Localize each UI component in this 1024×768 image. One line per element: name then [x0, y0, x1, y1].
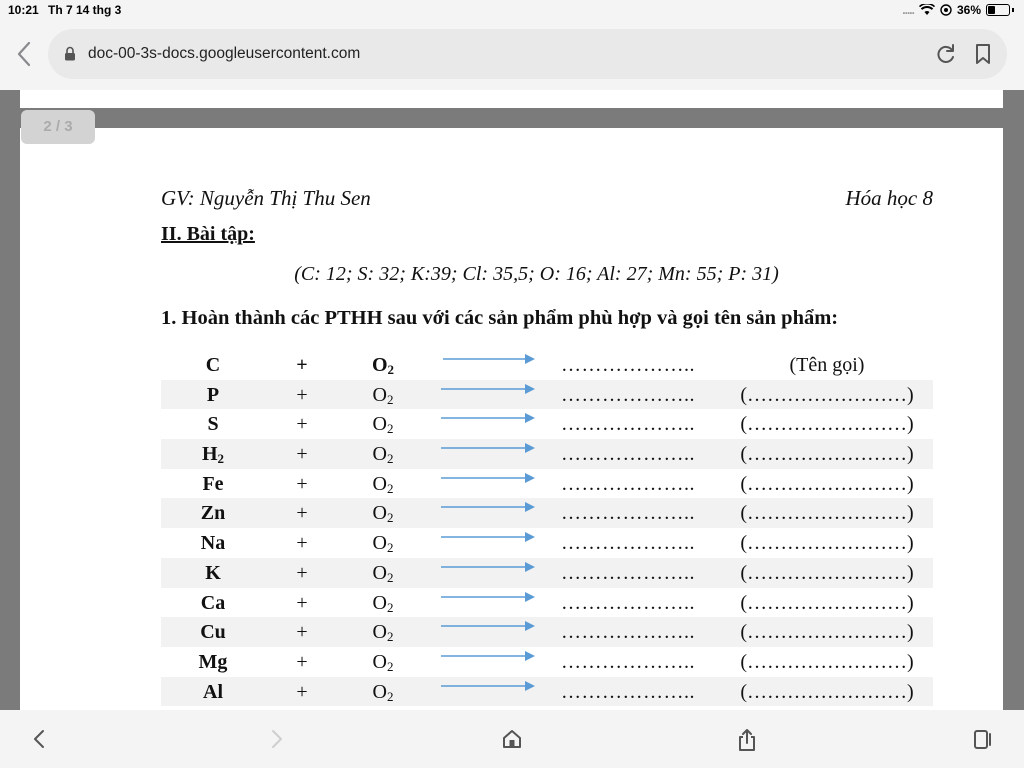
product-name-blank: (……………………): [740, 472, 914, 495]
reaction-row: [161, 677, 933, 707]
plus-sign: +: [296, 472, 308, 495]
reaction-row: [161, 409, 933, 439]
product-name-blank: (……………………): [740, 680, 914, 703]
product-blank: ………………..: [561, 413, 695, 436]
forward-icon[interactable]: [266, 728, 286, 750]
battery-percent: 36%: [956, 3, 981, 17]
status-indicators: [902, 3, 1014, 17]
status-time: 10:21: [8, 3, 39, 17]
status-bar: [0, 0, 1024, 22]
product-blank: ………………..: [561, 532, 695, 555]
reaction-table: [161, 350, 933, 706]
back-chevron-icon[interactable]: [12, 40, 36, 68]
product-blank: ………………..: [561, 472, 695, 495]
reaction-row: [161, 528, 933, 558]
home-icon[interactable]: [501, 728, 523, 750]
product-blank: ………………..: [561, 354, 695, 376]
plus-sign: +: [296, 680, 308, 703]
reload-icon[interactable]: [935, 43, 957, 65]
url-text: doc-00-3s-docs.googleusercontent.com: [88, 45, 361, 62]
plus-sign: +: [296, 383, 308, 406]
element: $H_2$: [201, 443, 225, 467]
reagent: $O_2$: [371, 354, 395, 377]
reagent: $O_2$: [372, 472, 394, 496]
reagent: $O_2$: [372, 383, 394, 407]
tabs-icon[interactable]: [972, 728, 994, 750]
battery-icon: [986, 4, 1010, 16]
atomic-masses: (C: 12; S: 32; K:39; Cl: 35,5; O: 16; Al: 27; Mn: 55; P: 31): [294, 263, 779, 285]
reaction-row: [161, 558, 933, 588]
product-blank: ………………..: [561, 561, 695, 584]
reaction-arrow-icon: [439, 647, 539, 673]
plus-sign: +: [296, 413, 308, 436]
document-viewer[interactable]: [0, 90, 1024, 710]
element: Al: [203, 680, 223, 703]
element: K: [205, 561, 221, 584]
element: C: [205, 354, 221, 376]
cellular-dots: .....: [902, 3, 914, 17]
product-name-blank: (……………………): [740, 413, 914, 436]
plus-sign: +: [296, 502, 308, 525]
product-blank: ………………..: [561, 502, 695, 525]
back-icon[interactable]: [30, 728, 50, 750]
product-name-label: (Tên gọi): [789, 354, 865, 376]
product-blank: ………………..: [561, 680, 695, 703]
product-blank: ………………..: [561, 443, 695, 466]
element: Cu: [200, 621, 226, 644]
plus-sign: +: [296, 621, 308, 644]
reagent: $O_2$: [372, 680, 394, 704]
plus-sign: +: [296, 354, 308, 376]
reaction-row: [161, 439, 933, 469]
reaction-header-row: [161, 350, 933, 380]
share-icon[interactable]: [737, 728, 757, 752]
product-name-blank: (……………………): [740, 502, 914, 525]
plus-sign: +: [296, 591, 308, 614]
bottom-toolbar: [0, 710, 1024, 768]
product-name-blank: (……………………): [740, 591, 914, 614]
reagent: $O_2$: [372, 621, 394, 645]
location-lock-icon: [940, 4, 952, 16]
section-title: II. Bài tập:: [161, 223, 255, 245]
product-blank: ………………..: [561, 591, 695, 614]
product-name-blank: (……………………): [740, 383, 914, 406]
product-name-blank: (……………………): [740, 621, 914, 644]
teacher-name: GV: Nguyễn Thị Thu Sen: [161, 186, 371, 210]
question-text: 1. Hoàn thành các PTHH sau với các sản phẩm phù hợp và gọi tên sản phẩm:: [161, 307, 839, 329]
previous-page-edge: [20, 90, 1003, 108]
reaction-arrow-icon: [439, 528, 539, 554]
reaction-arrow-icon: [439, 588, 539, 614]
reaction-row: [161, 469, 933, 499]
reaction-row: [161, 380, 933, 410]
reagent: $O_2$: [372, 532, 394, 556]
subject-name: Hóa học 8: [845, 186, 933, 210]
element: Mg: [198, 650, 228, 673]
element: Fe: [202, 472, 224, 495]
reagent: $O_2$: [372, 561, 394, 585]
bookmark-icon[interactable]: [973, 43, 993, 65]
plus-sign: +: [296, 650, 308, 673]
reaction-row: [161, 588, 933, 618]
reaction-arrow-icon: [439, 409, 539, 435]
reaction-arrow-icon: [439, 677, 539, 703]
reaction-arrow-icon: [439, 380, 539, 406]
element: Na: [200, 532, 226, 555]
reagent: $O_2$: [372, 443, 394, 467]
reaction-arrow-icon: [439, 469, 539, 495]
reagent: $O_2$: [372, 591, 394, 615]
product-name-blank: (……………………): [740, 443, 914, 466]
reagent: $O_2$: [372, 650, 394, 674]
status-date: Th 7 14 thg 3: [48, 3, 122, 17]
product-name-blank: (……………………): [740, 532, 914, 555]
reagent: $O_2$: [372, 502, 394, 526]
element: Zn: [200, 502, 226, 525]
plus-sign: +: [296, 561, 308, 584]
product-name-blank: (……………………): [740, 561, 914, 584]
reaction-arrow-icon: [439, 498, 539, 524]
page-indicator: 2 / 3: [21, 110, 95, 144]
element: P: [206, 383, 220, 406]
reaction-row: [161, 617, 933, 647]
plus-sign: +: [296, 532, 308, 555]
reaction-row: [161, 498, 933, 528]
element: S: [207, 413, 219, 436]
reaction-arrow-icon: [439, 558, 539, 584]
product-blank: ………………..: [561, 621, 695, 644]
wifi-icon: [919, 4, 935, 16]
plus-sign: +: [296, 443, 308, 466]
reaction-arrow-icon: [439, 617, 539, 643]
reaction-arrow-icon: [439, 439, 539, 465]
reaction-arrow-icon: [439, 350, 539, 376]
product-name-blank: (……………………): [740, 650, 914, 673]
element: Ca: [200, 591, 226, 614]
product-blank: ………………..: [561, 383, 695, 406]
product-blank: ………………..: [561, 650, 695, 673]
address-bar[interactable]: [48, 29, 1007, 79]
reagent: $O_2$: [372, 413, 394, 437]
reaction-row: [161, 647, 933, 677]
document-page: [20, 128, 1003, 710]
lock-icon: [64, 46, 76, 61]
